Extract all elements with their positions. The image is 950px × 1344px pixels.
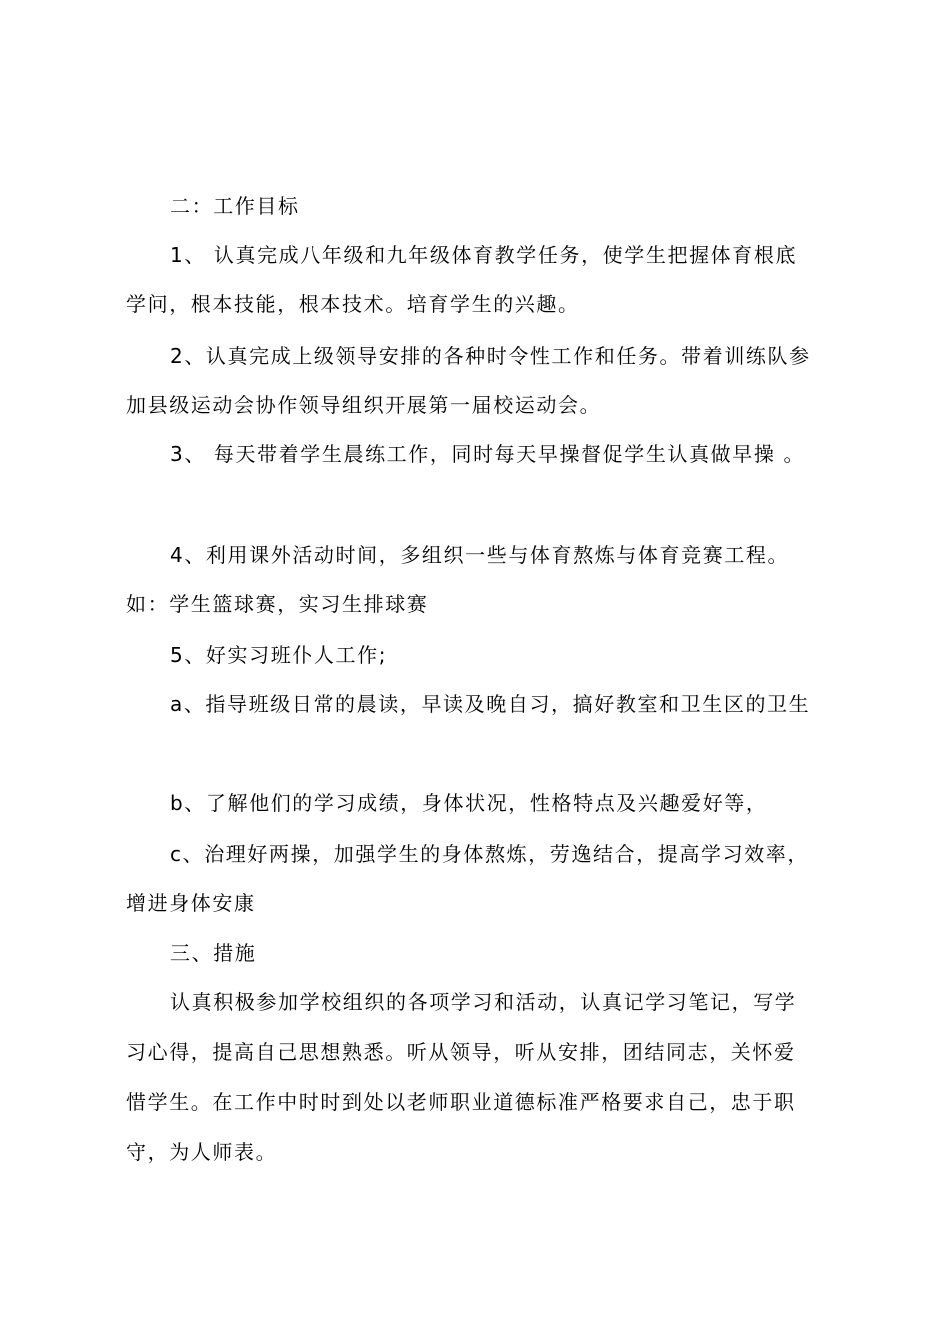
- goal-item-4-line-2: 如：学生篮球赛，实习生排球赛: [126, 592, 429, 616]
- goal-item-a-line-1: a、指导班级日常的晨读，早读及晚自习，搞好教室和卫生区的卫生: [170, 692, 811, 716]
- goal-item-2-line-2: 加县级运动会协作领导组织开展第一届校运动会。: [126, 393, 602, 417]
- goal-item-4-line-1: 4、利用课外活动时间，多组织一些与体育熬炼与体育竞赛工程。: [170, 543, 790, 567]
- goal-item-c-line-1: c、治理好两操，加强学生的身体熬炼，劳逸结合，提高学习效率，: [170, 842, 809, 866]
- goal-item-1-line-1: 1、 认真完成八年级和九年级体育教学任务，使学生把握体育根底: [170, 243, 798, 267]
- measures-para-line-4: 守，为人师表。: [126, 1140, 278, 1164]
- measures-para-line-3: 惜学生。在工作中时时到处以老师职业道德标准严格要求自己，忠于职: [126, 1090, 796, 1114]
- goal-item-c-line-2: 增进身体安康: [126, 891, 256, 915]
- section-heading-measures: 三、措施: [170, 941, 257, 965]
- section-heading-goals: 二：工作目标: [170, 194, 300, 218]
- goal-item-2-line-1: 2、认真完成上级领导安排的各种时令性工作和任务。带着训练队参: [170, 344, 811, 368]
- measures-para-line-2: 习心得，提高自己思想熟悉。听从领导，听从安排，团结同志，关怀爱: [126, 1040, 796, 1064]
- goal-item-1-line-2: 学问，根本技能，根本技术。培育学生的兴趣。: [126, 292, 580, 316]
- goal-item-5-line-1: 5、好实习班仆人工作;: [170, 643, 388, 667]
- goal-item-b-line-1: b、了解他们的学习成绩，身体状况，性格特点及兴趣爱好等，: [170, 791, 768, 815]
- goal-item-3-line-1: 3、 每天带着学生晨练工作，同时每天早操督促学生认真做早操 。: [170, 442, 806, 466]
- measures-para-line-1: 认真积极参加学校组织的各项学习和活动，认真记学习笔记，写学: [170, 990, 797, 1014]
